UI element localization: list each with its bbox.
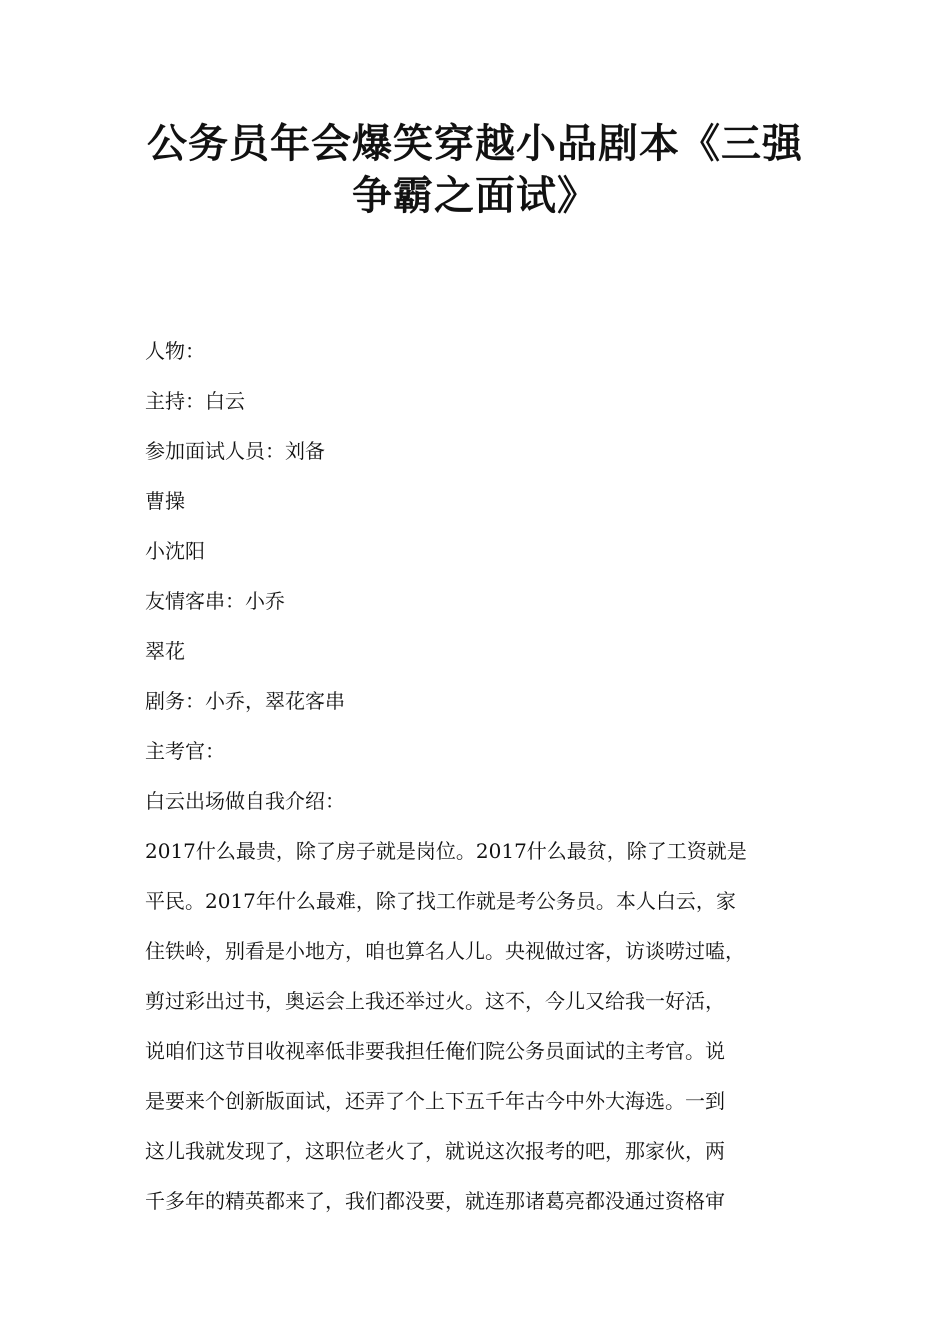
paragraph-line: 是要来个创新版面试，还弄了个上下五千年古今中外大海选。一到 [145, 1089, 725, 1113]
paragraph-line: 剪过彩出过书，奥运会上我还举过火。这不，今儿又给我一好活， [145, 989, 725, 1013]
document-title: 公务员年会爆笑穿越小品剧本《三强争霸之面试》 [147, 121, 803, 219]
cast-host: 主持：白云 [145, 389, 245, 413]
cast-interviewee: 曹操 [145, 489, 185, 513]
paragraph-line: 2017什么最贵，除了房子就是岗位。2017什么最贫，除了工资就是 [145, 839, 747, 863]
cast-heading: 人物： [145, 339, 205, 363]
cast-guest: 翠花 [145, 639, 185, 663]
paragraph-line: 平民。2017年什么最难，除了找工作就是考公务员。本人白云，家 [145, 889, 736, 913]
document-body [145, 326, 805, 1226]
paragraph-line: 说咱们这节目收视率低非要我担任俺们院公务员面试的主考官。说 [145, 1039, 725, 1063]
paragraph-line: 千多年的精英都来了，我们都没要，就连那诸葛亮都没通过资格审 [145, 1189, 725, 1213]
paragraph-line: 住铁岭，别看是小地方，咱也算名人儿。央视做过客，访谈唠过嗑， [145, 939, 745, 963]
cast-interviewee: 参加面试人员：刘备 [145, 439, 325, 463]
cast-crew: 剧务：小乔，翠花客串 [145, 689, 345, 713]
intro-paragraph [145, 826, 805, 1226]
paragraph-line: 这儿我就发现了，这职位老火了，就说这次报考的吧，那家伙，两 [145, 1139, 725, 1163]
cast-interviewee: 小沈阳 [145, 539, 205, 563]
cast-guest: 友情客串：小乔 [145, 589, 285, 613]
scene-intro: 白云出场做自我介绍： [145, 789, 345, 813]
cast-examiner: 主考官： [145, 739, 225, 763]
